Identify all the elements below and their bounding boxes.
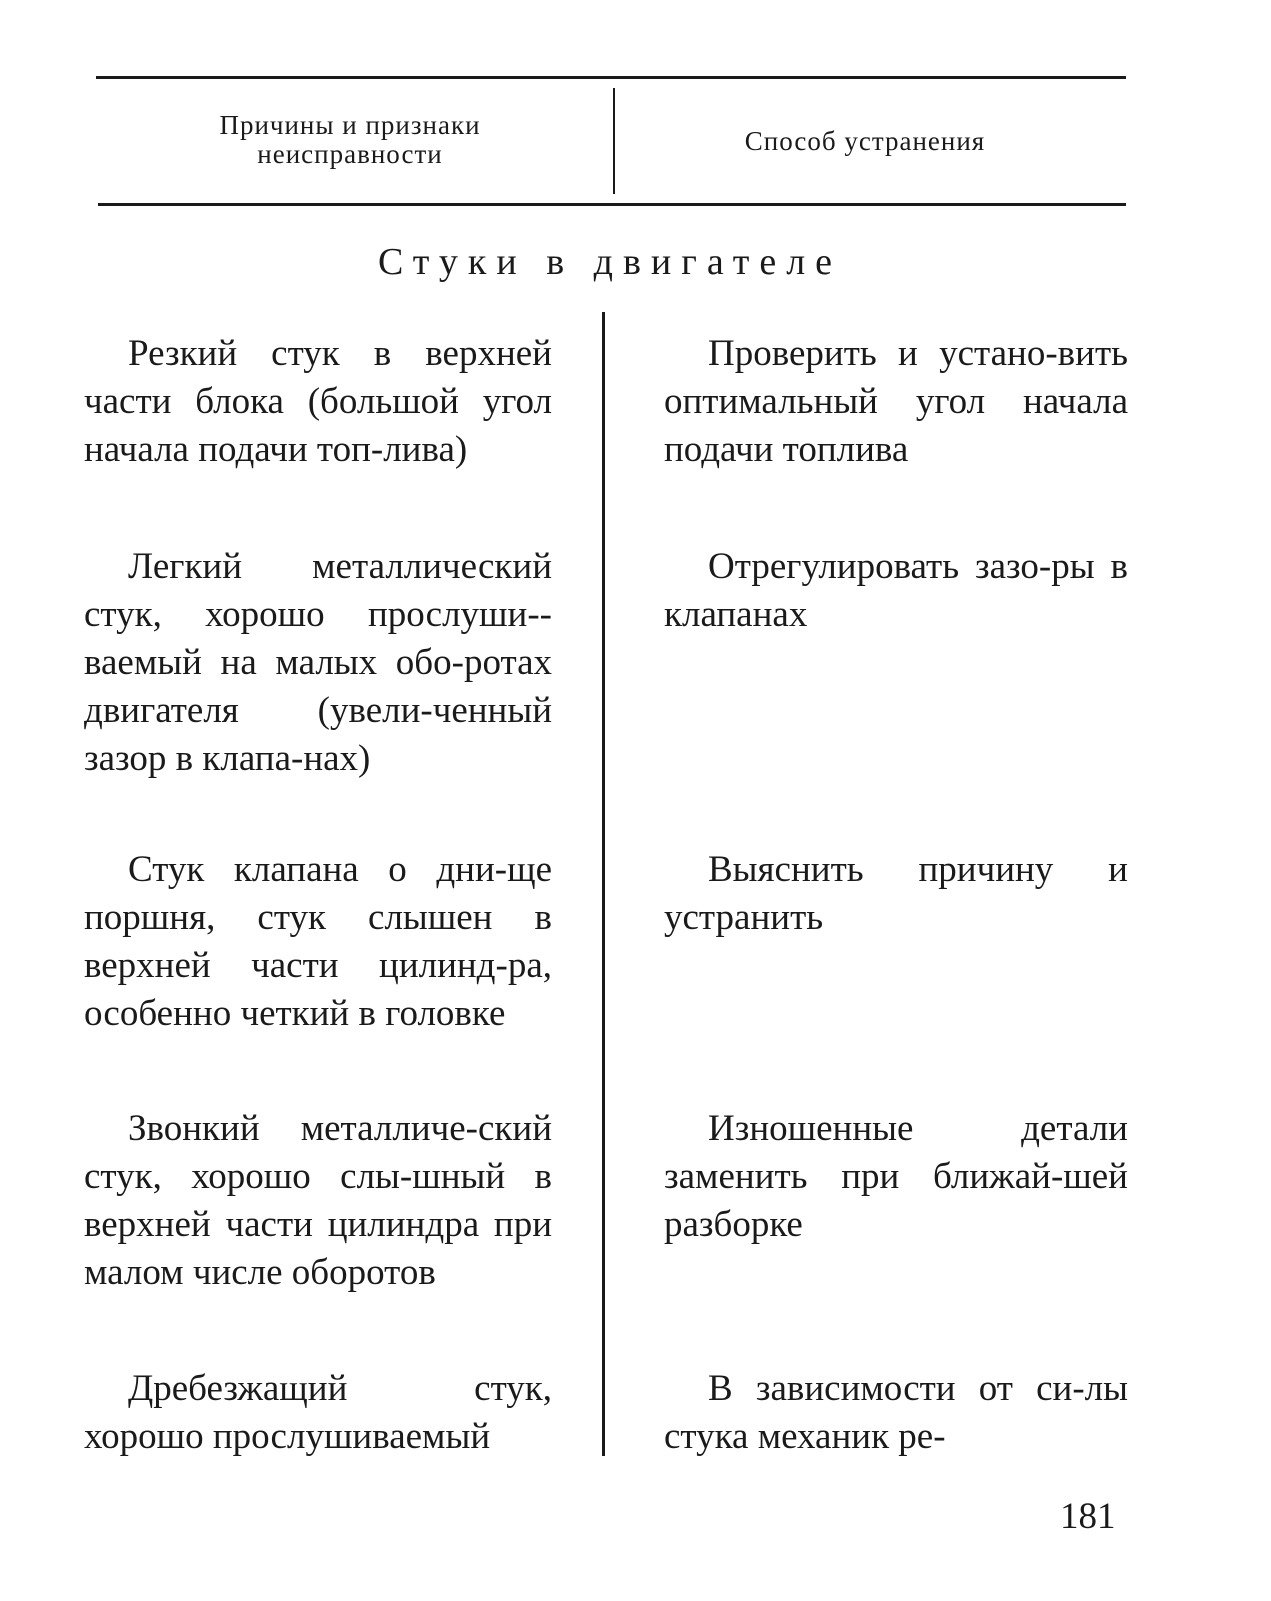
row-3-remedy: Выяснить причину и устранить (664, 849, 1128, 938)
header-column-divider (613, 88, 615, 194)
column-header-remedy: Способ устранения (744, 126, 986, 156)
row-5-cause: Дребезжащий стук, хорошо прослушиваемый (84, 1368, 552, 1457)
row-1-remedy: Проверить и устано-вить оптимальный угол начала подачи топлива (664, 333, 1128, 470)
row-1-cause: Резкий стук в верхней части блока (большой угол начала подачи топ-лива) (84, 333, 552, 470)
row-4-cause: Звонкий металличе-ский стук, хорошо слы-шный в верхней части цилиндра при малом числе оборотов (84, 1108, 552, 1293)
section-title: Стуки в двигателе (377, 241, 843, 283)
row-2-cause: Легкий металлический стук, хорошо прослуши-ваемый на малых обо-ротах двигателя (увели-ченный зазор в клапа-нах) (84, 546, 552, 779)
header-bottom-rule (98, 203, 1126, 206)
body-column-divider (602, 312, 605, 1456)
row-4-remedy: Изношенные детали заменить при ближай-шей разборке (664, 1108, 1128, 1245)
row-3-cause: Стук клапана о дни-ще поршня, стук слышен в верхней части цилинд-ра, особенно четкий в головке (84, 849, 552, 1034)
column-header-causes: Причины и признаки неисправности (219, 110, 481, 169)
row-5-remedy: В зависимости от си-лы стука механик ре- (664, 1368, 1128, 1457)
header-top-rule (96, 76, 1126, 79)
page-number: 181 (1060, 1496, 1116, 1537)
row-2-remedy: Отрегулировать зазо-ры в клапанах (664, 546, 1128, 635)
